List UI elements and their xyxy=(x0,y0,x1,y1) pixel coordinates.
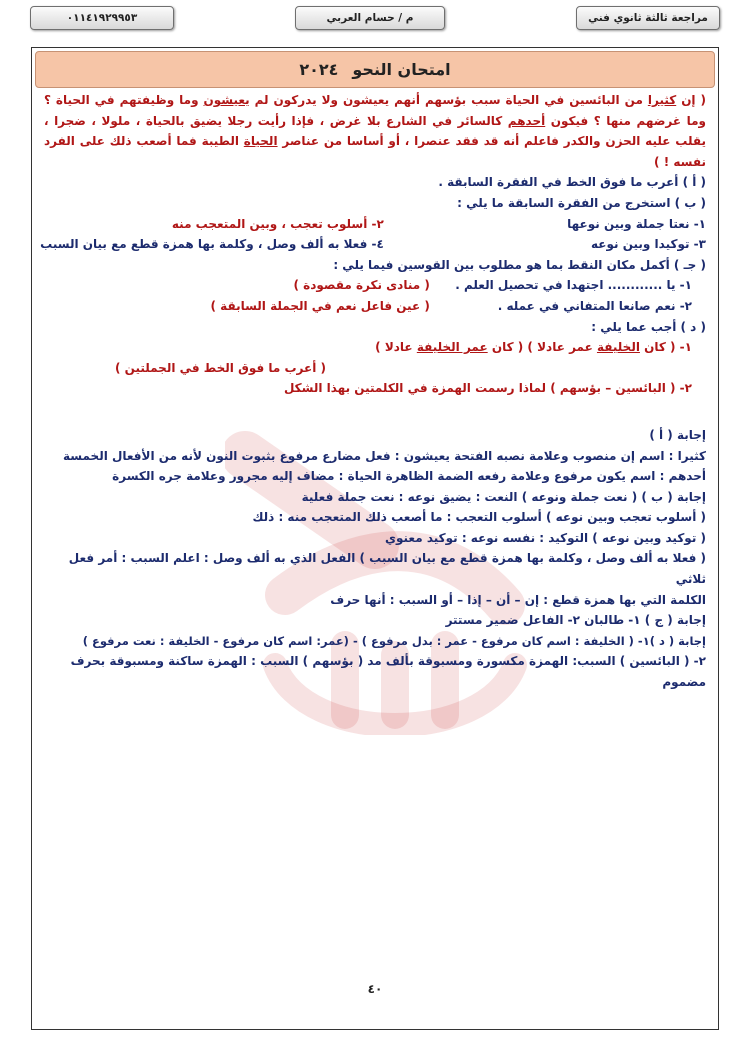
exam-title-banner xyxy=(35,51,715,88)
answer-line: ( أسلوب تعجب وبين نوعه ) أسلوب التعجب : ما أصعب ذلك المتعجب منه : ذلك xyxy=(252,510,706,525)
section-gap xyxy=(44,399,706,425)
underlined-word: عمر الخليفة xyxy=(416,340,488,355)
question-d1-part: ١- ( كان xyxy=(639,340,692,355)
answer-line: أحدهم : اسم يكون مرفوع وعلامة رفعه الضمة الظاهرة الحياة : مضاف إليه مجرور وعلامة جره الكسرة xyxy=(112,469,706,484)
question-a: ( أ ) أعرب ما فوق الخط في الفقرة السابقة . xyxy=(438,175,706,190)
underlined-word: الحياة xyxy=(243,134,278,149)
reading-passage xyxy=(44,90,706,172)
question-b1: ١- نعتا جملة وبين نوعها xyxy=(567,216,706,231)
passage-part: الطيبة فما أصعب ذلك على الفرد نفسه ! ) xyxy=(44,134,706,169)
answer-line: ٢- ( البائسين ) السبب: الهمزة مكسورة ومسبوقة بألف مد ( بؤسهم ) السبب : الهمزة ساكنة ومسبوقة بحرف مضموم xyxy=(70,654,706,690)
question-c2-hint: ( عين فاعل نعم في الجملة السابقة ) xyxy=(210,298,430,313)
question-b3: ٣- توكيدا وبين نوعه xyxy=(591,237,706,252)
answer-d-line: إجابة ( د )١- ( الخليفة : اسم كان مرفوع - عمر : بدل مرفوع ) - (عمر: اسم كان مرفوع - الخليفة : نعت مرفوع ) xyxy=(82,633,706,648)
question-b4: ٤- فعلا به ألف وصل ، وكلمة بها همزة قطع مع بيان السبب xyxy=(40,237,384,252)
underlined-word: كثيرا xyxy=(647,93,677,107)
question-b: ( ب ) استخرج من الفقرة السابقة ما يلي : xyxy=(457,195,706,210)
question-d: ( د ) أجب عما يلي : xyxy=(591,319,706,334)
question-c1: ١- يا ............ اجتهدا في تحصيل العلم . xyxy=(455,278,692,293)
question-d1-part: عادلا ) xyxy=(375,340,417,355)
question-c: ( جـ ) أكمل مكان النقط بما هو مطلوب بين القوسين فيما يلي : xyxy=(333,257,706,272)
question-d1-hint: ( أعرب ما فوق الخط في الجملتين ) xyxy=(114,360,326,375)
exam-title: امتحان النحو xyxy=(352,60,451,79)
underlined-word: الخليفة xyxy=(596,340,640,355)
exam-content xyxy=(40,90,707,693)
passage-part: كالسائر في الشارع بلا غرض ، فإذا رأيت رجلا يضيق بالحياة ، ملولا ، ضجرا ، يقلب عليه الحزن والكدر فاعلم أنه قد فقد عنصرا ، أو أساسا من عناصر xyxy=(44,113,707,149)
passage-part: ( إن xyxy=(676,93,707,107)
answer-line: الكلمة التي بها همزة قطع : إن – أن – إذا – أو السبب : أنها حرف xyxy=(330,592,706,607)
answer-b-heading: إجابة ( ب ) ( نعت جملة ونوعه ) النعت : يضيق نوعه : نعت جملة فعلية xyxy=(301,489,706,504)
passage-part: من البائسين في الحياة سبب بؤسهم أنهم يعيشون ولا يدركون لم xyxy=(249,93,648,107)
question-d1 xyxy=(44,337,706,358)
underlined-word: أحدهم xyxy=(507,113,546,128)
answer-line: كثيرا : اسم إن منصوب وعلامة نصبه الفتحة يعيشون : فعل مضارع مرفوع بثبوت النون لأنه من الأفعال الخمسة xyxy=(63,448,706,463)
answer-line: ( فعلا به ألف وصل ، وكلمة بها همزة قطع مع بيان السبب ) الفعل الذي به ألف وصل : اعلم السبب : أمر فعل ثلاثي xyxy=(68,551,706,587)
question-c2: ٢- نعم صانعا المتفاني في عمله . xyxy=(497,298,692,313)
question-b2: ٢- أسلوب تعجب ، وبين المتعجب منه xyxy=(171,216,384,231)
question-d1-part: عمر عادلا ) ( كان xyxy=(487,340,597,355)
underlined-word: يعيشون xyxy=(203,93,250,107)
answer-a-heading: إجابة ( أ ) xyxy=(649,427,706,442)
header-phone-number: ٠١١٤١٩٢٩٩٥٣ xyxy=(30,6,174,30)
exam-year: ٢٠٢٤ xyxy=(299,60,339,79)
header-review-label: مراجعة ثالثة ثانوي فني xyxy=(576,6,720,30)
answer-line: ( توكيد وبين نوعه ) التوكيد : نفسه نوعه : توكيد معنوي xyxy=(385,530,706,545)
answer-c-line: إجابة ( ج ) ١- طالبان ٢- الفاعل ضمير مستتر xyxy=(445,613,706,628)
page-number: ٤٠ xyxy=(367,982,383,996)
passage-part: وما وظيفتهم في الحياة ؟ وما غرضهم منها ؟ فيكون xyxy=(44,93,706,128)
question-b-row-1 xyxy=(44,214,706,235)
question-d2: ٢- ( البائسين – بؤسهم ) لماذا رسمت الهمزة في الكلمتين بهذا الشكل xyxy=(283,381,692,396)
question-c1-hint: ( منادى نكرة مقصودة ) xyxy=(293,278,430,293)
question-b-row-2 xyxy=(40,234,706,255)
question-c-row-1 xyxy=(44,275,706,296)
header-teacher-name: م / حسام العربي xyxy=(295,6,445,30)
question-c-row-2 xyxy=(44,296,706,317)
